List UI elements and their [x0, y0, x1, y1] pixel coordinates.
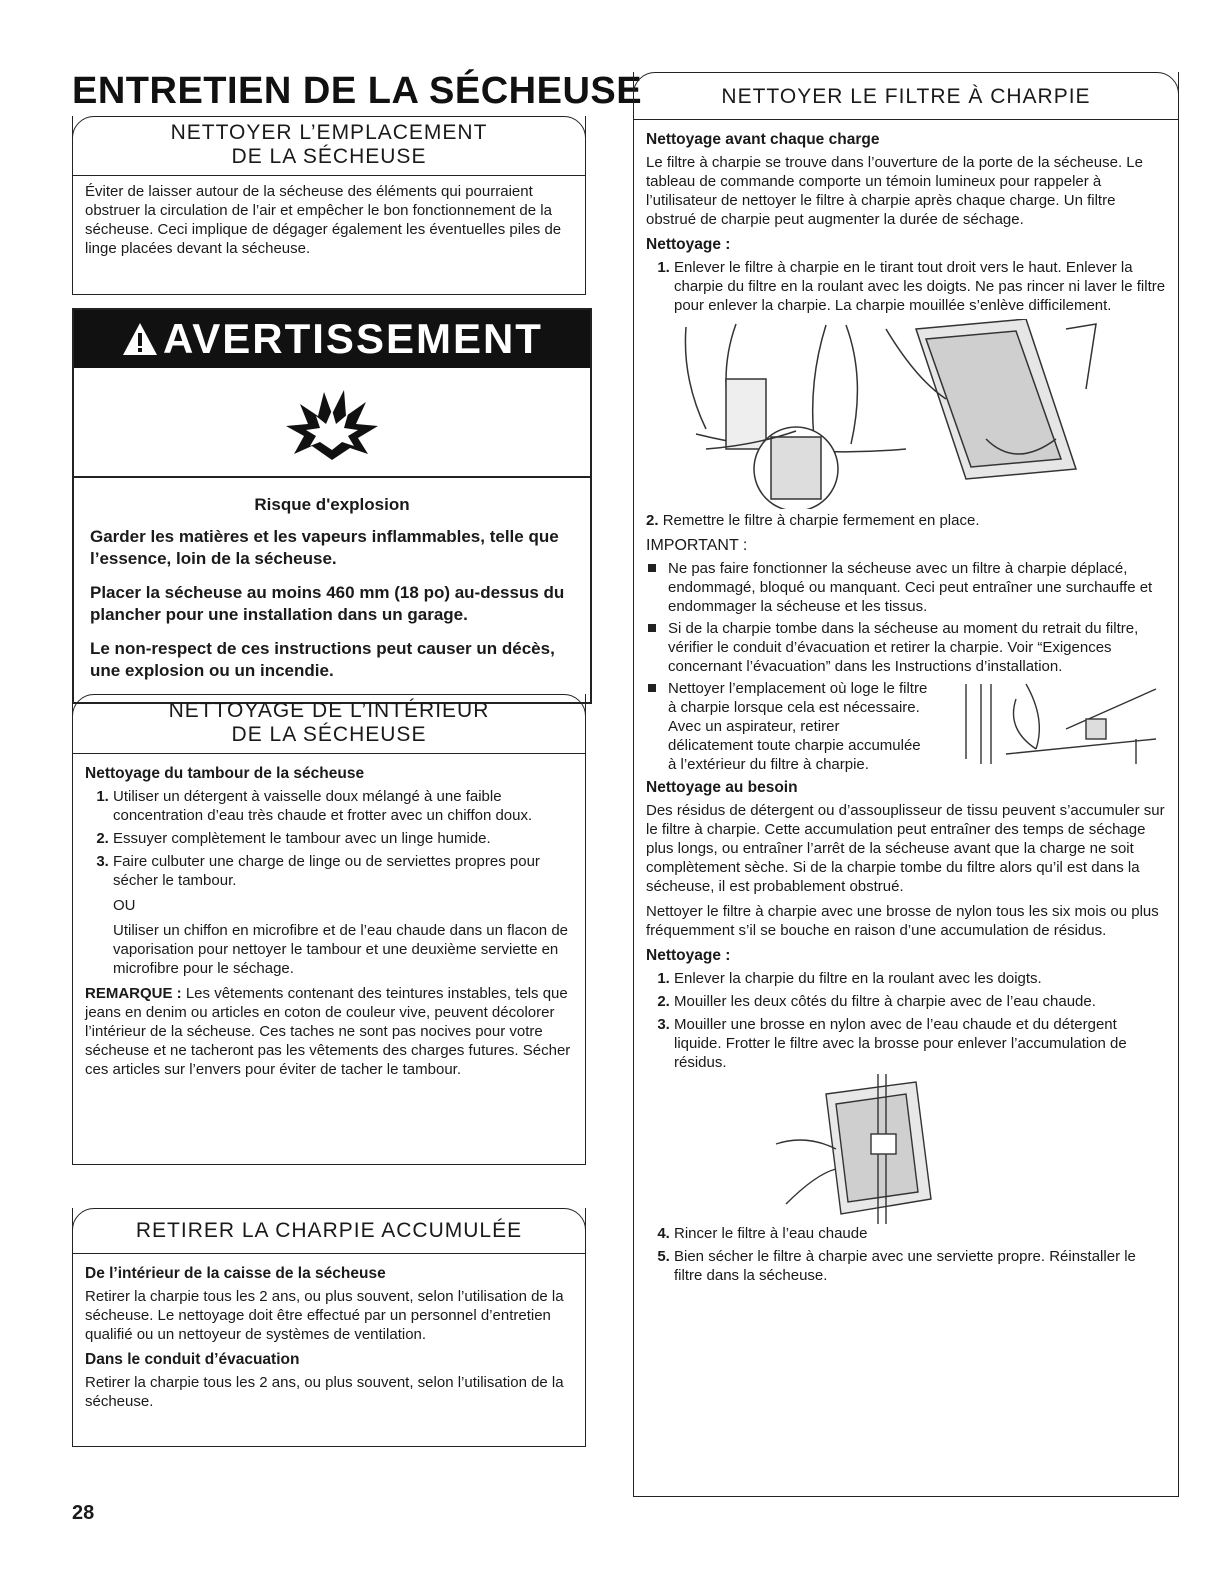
filter-text-need2: Nettoyer le filtre à charpie avec une brosse de nylon tous les six mois ou plus fréquemment s’il se bouche en raison d’une accumulation de résidus.: [646, 903, 1159, 939]
page-title: ENTRETIEN DE LA SÉCHEUSE: [72, 70, 643, 112]
accumulated-sub2: Dans le conduit d’évacuation: [85, 1351, 300, 1368]
interior-section: [72, 694, 586, 1165]
filter-bullet: Ne pas faire fonctionner la sécheuse avec un filtre à charpie déplacé, endommagé, bloqué ou manquant. Ceci peut entraîner une surchauffe et endommager la sécheuse et les tissus.: [668, 559, 1166, 616]
filter-bullet-text: Nettoyer l’emplacement où loge le filtre à charpie lorsque cela est nécessaire. Avec un aspirateur, retirer délicatement toute charpie accumulée à l’extérieur du filtre à charpie.: [668, 680, 928, 773]
warning-line: Placer la sécheuse au moins 460 mm (18 po) au-dessus du plancher pour une installation dans un garage.: [90, 583, 565, 624]
filter-sub-clean2: Nettoyage :: [646, 947, 731, 964]
need-step: 2. Mouiller les deux côtés du filtre à charpie avec de l’eau chaude.: [674, 992, 1166, 1011]
need-step: 5. Bien sécher le filtre à charpie avec une serviette propre. Réinstaller le filtre dans la sécheuse.: [674, 1247, 1166, 1285]
warning-panel: [72, 308, 592, 704]
warning-risk: Risque d'explosion: [254, 495, 410, 514]
filter-step2: [646, 511, 1166, 530]
warning-banner-text: AVERTISSEMENT: [163, 315, 543, 362]
accumulated-text1: Retirer la charpie tous les 2 ans, ou plus souvent, selon l’utilisation de la sécheuse. Le nettoyage doit être effectué par un personnel d’entretien qualifié ou un nettoyeur de systèmes de ventilation.: [85, 1288, 564, 1343]
interior-alt: Utiliser un chiffon en microfibre et de l’eau chaude dans un flacon de vaporisation pour nettoyer le tambour et une deuxième serviette en microfibre pour le séchage.: [113, 922, 569, 977]
interior-step: 3. Faire culbuter une charge de linge ou de serviettes propres pour sécher le tambour.: [113, 852, 573, 890]
interior-note-label: REMARQUE :: [85, 985, 182, 1002]
filter-text-each: Le filtre à charpie se trouve dans l’ouverture de la porte de la sécheuse. Le tableau de commande comporte un témoin lumineux pour rappeler à l’utilisateur de nettoyer le filtre à charpie après chaque charge. Un filtre obstrué de charpie peut augmenter la durée de séchage.: [646, 154, 1143, 228]
filter-section: [633, 72, 1179, 1497]
interior-heading: [72, 694, 586, 754]
interior-heading-line2: DE LA SÉCHEUSE: [231, 723, 427, 746]
lint-filter-removal-illustration: [676, 319, 1166, 509]
location-heading: [72, 116, 586, 176]
warning-banner: [74, 310, 590, 368]
interior-subhead: Nettoyage du tambour de la sécheuse: [85, 765, 365, 782]
accumulated-text2: Retirer la charpie tous les 2 ans, ou plus souvent, selon l’utilisation de la sécheuse.: [85, 1374, 564, 1410]
lint-housing-illustration: [936, 679, 1166, 769]
need-step: 3. Mouiller une brosse en nylon avec de l’eau chaude et du détergent liquide. Frotter le filtre avec la brosse pour enlever l’accumulation de résidus.: [674, 1015, 1166, 1072]
accumulated-section: [72, 1208, 586, 1447]
warning-line: Le non-respect de ces instructions peut causer un décès, une explosion ou un incendie.: [90, 639, 555, 680]
filter-heading: NETTOYER LE FILTRE À CHARPIE: [633, 72, 1179, 120]
warning-line: Garder les matières et les vapeurs inflammables, telle que l’essence, loin de la sécheuse.: [90, 527, 559, 568]
location-heading-line1: NETTOYER L’EMPLACEMENT: [170, 121, 488, 144]
explosion-icon: [74, 368, 590, 478]
location-section: [72, 116, 586, 295]
filter-sub-each: Nettoyage avant chaque charge: [646, 131, 880, 148]
interior-or: OU: [113, 897, 136, 914]
filter-text-need1: Des résidus de détergent ou d’assouplisseur de tissu peuvent s’accumuler sur le filtre à charpie. Cette accumulation peut entraîner des temps de séchage plus longs, ou entraîner l’arrêt de la sécheuse avant que la charge ne soit complètement sèche. Si de la charpie tombe du filtre alors qu’il est dans la sécheuse, il est probablement obstrué.: [646, 802, 1165, 895]
location-text: Éviter de laisser autour de la sécheuse des éléments qui pourraient obstruer la circulation de l’air et empêcher le bon fonctionnement de la sécheuse. Ceci implique de dégager également les éventuelles piles de linge placées devant la sécheuse.: [85, 183, 562, 257]
filter-bullet: Si de la charpie tombe dans la sécheuse au moment du retrait du filtre, vérifier le conduit d’évacuation et retirer la charpie. Voir “Exigences concernant l’évacuation” dans les Instructions d’installation.: [668, 619, 1166, 676]
filter-bullet: [668, 679, 1166, 774]
need-step: 1. Enlever la charpie du filtre en la roulant avec les doigts.: [674, 969, 1166, 988]
interior-note-text: Les vêtements contenant des teintures instables, tels que jeans en denim ou articles en coton de couleur vive, peuvent décolorer l’intérieur de la sécheuse. Ces taches ne sont pas nocives pour votre sécheuse et ne tacheront pas les vêtements des charges futures. Sécher ces articles sur l’envers pour éviter de tacher le tambour.: [85, 985, 571, 1078]
filter-sub-clean: Nettoyage :: [646, 236, 731, 253]
interior-step: 2. Essuyer complètement le tambour avec un linge humide.: [113, 829, 573, 848]
need-step: 4. Rincer le filtre à l’eau chaude: [674, 1224, 1166, 1243]
accumulated-heading: RETIRER LA CHARPIE ACCUMULÉE: [72, 1208, 586, 1254]
warning-triangle-icon: [121, 314, 159, 372]
interior-step: 1. Utiliser un détergent à vaisselle doux mélangé à une faible concentration d’eau très chaude et frotter avec un chiffon doux.: [113, 787, 573, 825]
page-number: 28: [72, 1502, 95, 1524]
accumulated-sub1: De l’intérieur de la caisse de la sécheuse: [85, 1265, 386, 1282]
filter-step: 1. Enlever le filtre à charpie en le tirant tout droit vers le haut. Enlever la charpie du filtre en la roulant avec les doigts. Ne pas rincer ni laver le filtre pour enlever la charpie. La charpie mouillée s’enlève difficilement.: [674, 258, 1166, 315]
location-heading-line2: DE LA SÉCHEUSE: [231, 145, 427, 168]
filter-step2-number: 2.: [646, 512, 659, 529]
filter-important: IMPORTANT :: [646, 537, 748, 554]
interior-note: [85, 984, 573, 1079]
filter-step2-text: Remettre le filtre à charpie fermement en place.: [662, 512, 980, 529]
interior-heading-line1: NETTOYAGE DE L’INTÉRIEUR: [168, 699, 490, 722]
filter-sub-need: Nettoyage au besoin: [646, 779, 798, 796]
brush-cleaning-illustration: [766, 1074, 1166, 1224]
